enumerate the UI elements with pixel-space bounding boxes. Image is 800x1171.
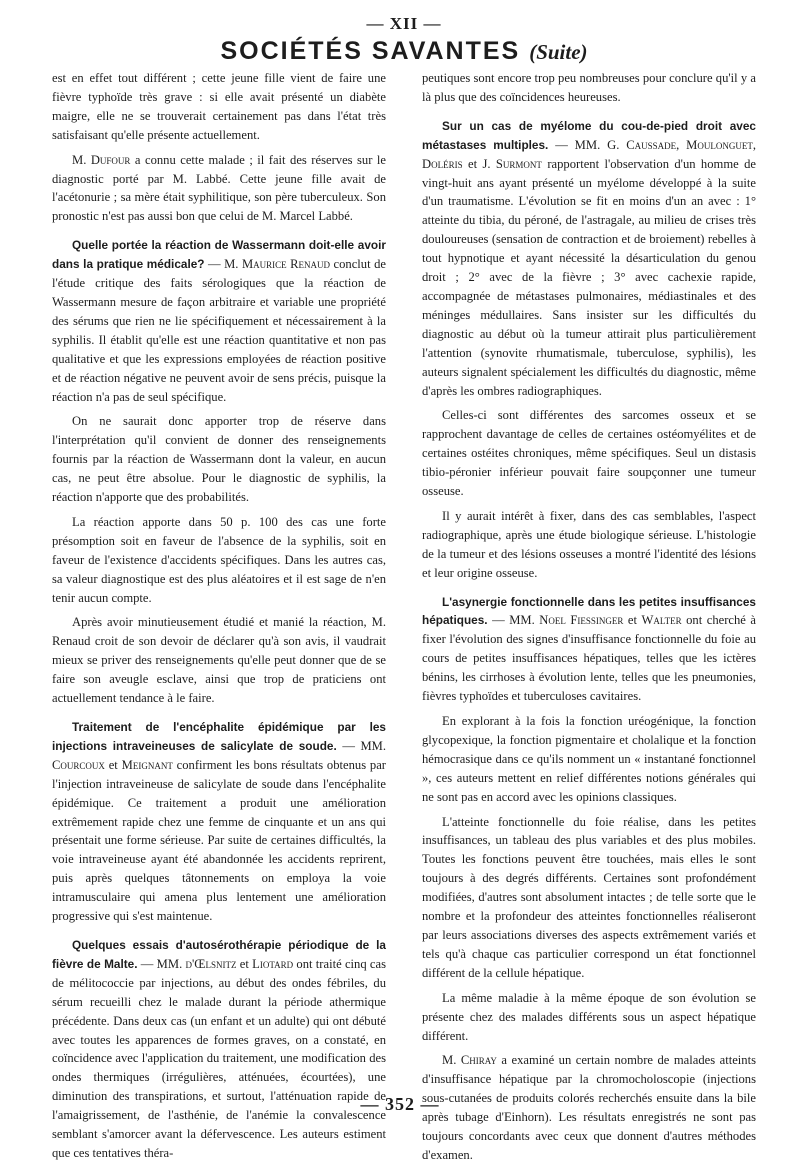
paragraph: L'atteinte fonctionnelle du foie réalise, dans les petites insuffisances, un tableau des plus variables et des plus mobiles. Toutes les fonctions peuvent être touchées, mais elles le sont toujours à des degrés différents. Certaines sont profondément modifiées, d'autres sont absolument intactes ; de telle sorte que le nombre et la profondeur des atteintes fonctionnelles réaliseront par leurs associations diverses des aspects extrêmement variés et tels qu'à chaque cas particulier correspond un état fonctionnel différent de la cellule hépatique.: [422, 814, 756, 980]
paragraph: Celles-ci sont différentes des sarcomes osseux et se rapprochent davantage de celles de certaines ostéomyélites et de certaines ostéites chroniques, même spécifiques. Seul un distasis tibio-péronier inférieur pouvait faire soupçonner une tumeur osseuse.: [422, 408, 756, 499]
author-name: M. Dufour: [72, 152, 131, 167]
author-name: M. Chiray: [442, 1053, 497, 1068]
paragraph: En explorant à la fois la fonction uréogénique, la fonction glycopexique, la fonction pigmentaire et cholalique et la fonction hémocrasique dans ce qu'ils nomment un « instantané fonctionnel », ces auteurs mettent en relief différentes notions générales qui ne sont pas en accord avec les opinions classiques.: [422, 714, 756, 804]
paragraph: La même maladie à la même époque de son évolution se présente chez des malades différents sous un aspect hépatique différent.: [422, 990, 756, 1043]
report-fievre-malte: Quelques essais d'autosérothérapie périodique de la fièvre de Malte. — MM. d'Œlsnitz et Liotard ont traité cinq cas de mélitococcie par injections, au début des ondes fébriles, du sérum recueilli chez le malade durant la période athermique précédente. Dans deux cas (un enfant et un adulte) qui ont débuté avec toutes les apparences de formes graves, on a constaté, en coïncidence avec l'application du traitement, une modification des ondes thermiques (irrégulières, atténuées, écourtées), une diminution des transpirations, et surtout, l'atténuation rapide de l'amaigrissement, de l'asthénie, de l'anémie la convalescence semblant s'amorcer avant la défervescence. Les auteurs estiment que ces tentatives théra-: [52, 937, 386, 1160]
author-name: Courcoux: [52, 757, 105, 772]
report-heading: Sur un cas de myélome du cou-de-pied droit avec métastases multiples.: [422, 118, 756, 152]
section-title: SOCIÉTÉS SAVANTES: [220, 37, 521, 65]
author-name: G. Caussade, Moulonguet, Doléris: [422, 137, 756, 171]
paragraph: peutiques sont encore trop peu nombreuses pour conclure qu'il y a là plus que des coïncidences heureuses.: [422, 71, 756, 104]
author-name: Surmont: [495, 156, 542, 171]
author-name: Liotard: [252, 956, 294, 971]
left-column: [52, 69, 386, 1171]
paragraph: M. Chiray a examiné un certain nombre de malades atteints d'insuffisance hépatique par la chromocholoscopie (injections sous-cutanées de produits colorés recherchés ensuite dans la bile après tubage d'Einhorn). Les résultats enregistrés ne sont pas toujours concordants avec ceux que donnent d'autres méthodes d'examen.: [422, 1053, 756, 1162]
author-name: Noel Fiessinger: [539, 613, 624, 628]
paragraph: Il y aurait intérêt à fixer, dans des cas semblables, l'aspect radiographique, après une étude biologique sérieuse. L'histologie de la tumeur et des lésions osseuses a montré l'identité des lésions et leur origine osseuse.: [422, 508, 756, 580]
roman-page-number: — XII —: [366, 14, 442, 33]
author-name: d'Œlsnitz: [185, 956, 237, 971]
paragraph: Après avoir minutieusement étudié et manié la réaction, M. Renaud croit de son devoir de déclarer qu'à son avis, il vaudrait mieux se priver des renseignements qu'elle peut donner que de se faire son aveugle esclave, ainsi que trop de praticiens ont actuellement tendance à le faire.: [52, 615, 386, 706]
report-heading: Traitement de l'encéphalite épidémique par les injections intraveineuses de salicylate de soude.: [52, 720, 386, 753]
right-column: [422, 69, 756, 1171]
paragraph: On ne saurait donc apporter trop de réserve dans l'interprétation qu'il convient de donner des renseignements fournis par la réaction de Wassermann dont la valeur, en aucun cas, ne peut être absolue. Pour le diagnostic de syphilis, la réaction n'apporte que des probabilités.: [52, 414, 386, 505]
running-head: [52, 36, 756, 67]
report-wassermann: Quelle portée la réaction de Wassermann doit-elle avoir dans la pratique médicale? — M. Maurice Renaud conclut de l'étude critique des faits sérologiques que la réaction de Wassermann mesure de façon arbitraire et variable une propriété des sérums que rien ne lie spécifiquement et nécessairement à la syphilis. Il établit qu'elle est une réaction quantitative et non pas qualitative et que les expressions employées de réaction positive et de réaction négative ne peuvent avoir de sens précis, puisque la réaction n'a pas de seul spécifique.: [52, 238, 386, 404]
paragraph: La réaction apporte dans 50 p. 100 des cas une forte présomption soit en faveur de l'absence de la syphilis, soit en faveur de l'existence d'accidents spécifiques. Dans les autres cas, sa valeur diagnostique est des plus aléatoires et il est sage de n'en tenir aucun compte.: [52, 514, 386, 605]
section-title-suite: (Suite): [529, 40, 588, 64]
author-name: Meignant: [121, 757, 173, 772]
author-name: Maurice Renaud: [241, 257, 331, 272]
report-heading: Quelques essais d'autosérothérapie périodique de la fièvre de Malte.: [52, 937, 386, 971]
report-heading: L'asynergie fonctionnelle dans les petites insuffisances hépatiques.: [422, 594, 756, 628]
report-asynergie: L'asynergie fonctionnelle dans les petites insuffisances hépatiques. — MM. Noel Fiessinger et Walter ont cherché à fixer l'évolution des signes d'insuffisance fonctionnelle du foie au cours de petites insuffisances hépatiques, telles que les ictères bénins, les cirrhoses à évolution lente, telles que les pneumonies, fièvres typhoïdes et tuberculoses cavitaires.: [422, 594, 756, 704]
two-column-body: [52, 69, 756, 1171]
report-heading: Quelle portée la réaction de Wassermann doit-elle avoir dans la pratique médicale?: [52, 238, 386, 272]
author-name: Walter: [641, 613, 682, 628]
report-encephalite: Traitement de l'encéphalite épidémique par les injections intraveineuses de salicylate de soude. — MM. Courcoux et Meignant confirment les bons résultats obtenus par l'injection intraveineuse de salicylate de soude dans l'encéphalite épidémique. Ce traitement a produit une amélioration extrêmement rapide chez une femme de cinquante et un ans qui présentait une forme sérieuse. Par suite de certaines difficultés, la voie intraveineuse ayant été abandonnée les accidents reprirent, puis après quelques tâtonnements on employa la voie intramusculaire qui amena plus lentement une amélioration progressive qui s'est maintenue.: [52, 720, 387, 924]
paragraph: est en effet tout différent ; cette jeune fille vient de faire une fièvre typhoïde très grave : si elle avait présenté un diabète maigre, elle ne se trouverait certainement pas dans l'état très satisfaisant qu'elle présente actuellement.: [52, 71, 386, 142]
paragraph: M. Dufour a connu cette malade ; il fait des réserves sur le diagnostic porté par M. Labbé. Cette jeune fille avait de l'acétonurie ; sa mère était syphilitique, son père tuberculeux. Son pronostic n'est pas aussi bon que celui de M. Marcel Labbé.: [52, 152, 386, 224]
report-myelome: Sur un cas de myélome du cou-de-pied droit avec métastases multiples. — MM. G. Caussade, Moulonguet, Doléris et J. Surmont rapportent l'observation d'un homme de vingt-huit ans ayant présenté un myélome développé à la suite d'un traumatisme. L'évolution se fit en moins d'un an avec : 1° atteinte du tibia, du péroné, de l'astragale, au milieu de crises très douloureuses (sensation de contraction et de broiement) rebelles à tout hypnotique et ayant nécessité la désarticulation du genou droit ; 2° avec de la fièvre ; 3° avec cachexie rapide, accompagnée de métastases pulmonaires, médiastinales et des méninges médullaires. Sans insister sur les difficultés du diagnostic au début où la tumeur attirait plus particulièrement l'attention (synovite rhumatismale, tuberculose, syphilis), les auteurs signalent spécialement les difficultés du diagnostic, même d'après les ombres radiographiques.: [422, 118, 756, 398]
page-number: — 352 —: [360, 1094, 440, 1114]
